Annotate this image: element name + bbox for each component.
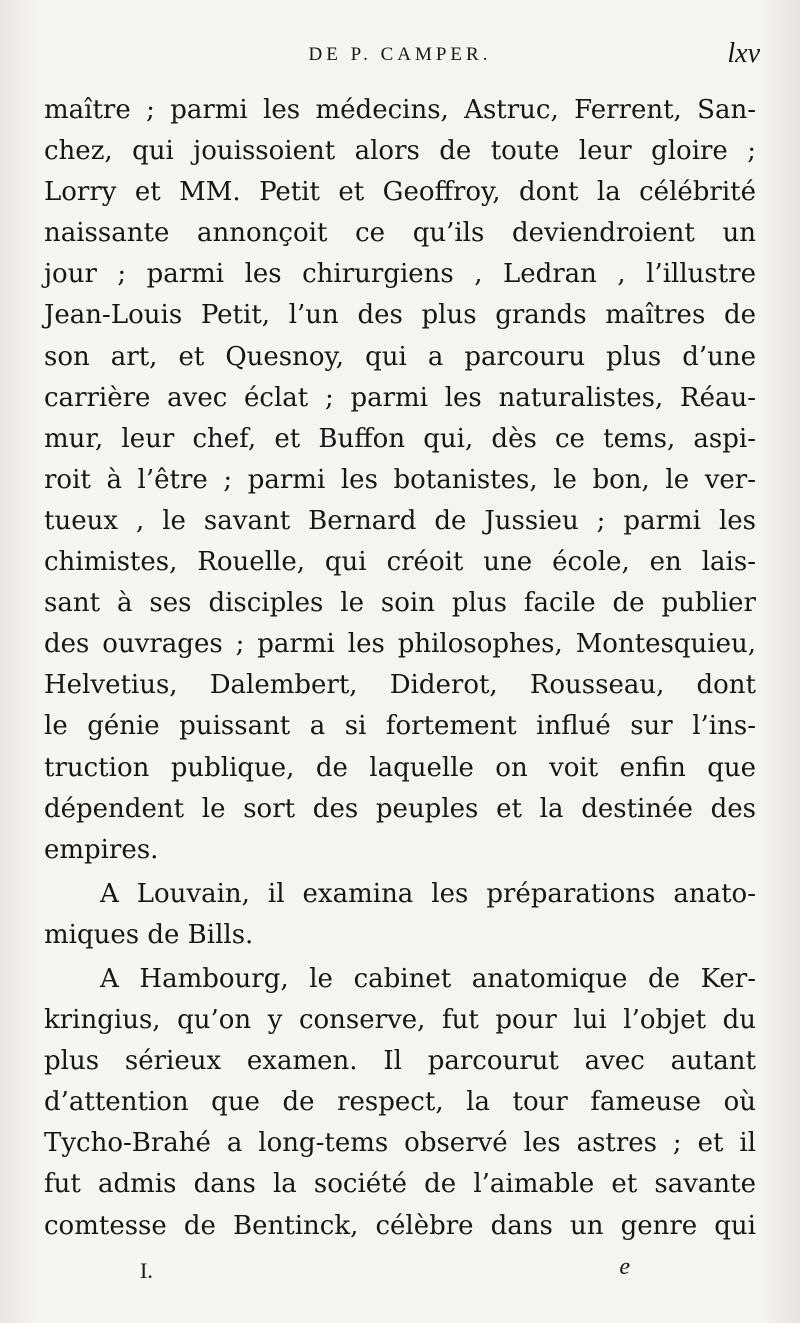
text-line: A Louvain, il examina les préparations anato- <box>100 878 756 909</box>
signature-mark: I. <box>140 1258 153 1283</box>
text-line: mur, leur chef, et Buffon qui, dès ce tems, aspi- <box>44 423 756 454</box>
running-head: DE P. CAMPER. <box>308 44 492 65</box>
text-line: jour ; parmi les chirurgiens , Ledran , l’illustre <box>44 259 756 290</box>
text-line: le génie puissant a si fortement influé sur l’ins- <box>44 711 756 742</box>
text-line: miques de Bills. <box>44 919 254 950</box>
page-footer <box>140 1254 630 1294</box>
text-line: son art, et Quesnoy, qui a parcouru plus d’une <box>44 341 756 372</box>
text-line: tueux , le savant Bernard de Jussieu ; parmi les <box>44 505 756 536</box>
text-line: roit à l’être ; parmi les botanistes, le bon, le ver- <box>44 464 756 495</box>
text-line: chimistes, Rouelle, qui créoit une école, en lais- <box>44 547 756 578</box>
body-text <box>44 90 756 1247</box>
text-line: carrière avec éclat ; parmi les naturalistes, Réau- <box>44 382 756 413</box>
page-number: lxv <box>727 38 760 69</box>
text-line: truction publique, de laquelle on voit enfin que <box>44 752 756 783</box>
text-line: Tycho-Brahé a long-tems observé les astres ; et il <box>44 1128 756 1159</box>
text-line: sant à ses disciples le soin plus facile de publier <box>44 588 756 619</box>
text-line: d’attention que de respect, la tour fameuse où <box>44 1087 756 1118</box>
text-line: chez, qui jouissoient alors de toute leur gloire ; <box>44 136 756 167</box>
text-line: comtesse de Bentinck, célèbre dans un genre qui <box>44 1210 756 1241</box>
text-line: plus sérieux examen. Il parcourut avec autant <box>44 1046 756 1077</box>
text-line: des ouvrages ; parmi les philosophes, Montesquieu, <box>44 629 756 660</box>
text-line: dépendent le sort des peuples et la destinée des <box>44 793 756 824</box>
text-line: Jean-Louis Petit, l’un des plus grands maîtres de <box>44 300 756 331</box>
text-line: empires. <box>44 834 159 865</box>
signature-letter: e <box>619 1254 630 1280</box>
text-line: fut admis dans la société de l’aimable et savante <box>44 1169 756 1200</box>
page-header <box>40 38 760 84</box>
text-line: naissante annonçoit ce qu’ils deviendroient un <box>44 218 756 249</box>
text-line: Lorry et MM. Petit et Geoffroy, dont la célébrité <box>44 177 756 208</box>
text-line: kringius, qu’on y conserve, fut pour lui l’objet du <box>44 1005 756 1036</box>
text-line: A Hambourg, le cabinet anatomique de Ker- <box>100 963 756 994</box>
text-line: maître ; parmi les médecins, Astruc, Ferrent, San- <box>44 95 756 125</box>
text-line: Helvetius, Dalembert, Diderot, Rousseau, dont <box>44 670 756 701</box>
